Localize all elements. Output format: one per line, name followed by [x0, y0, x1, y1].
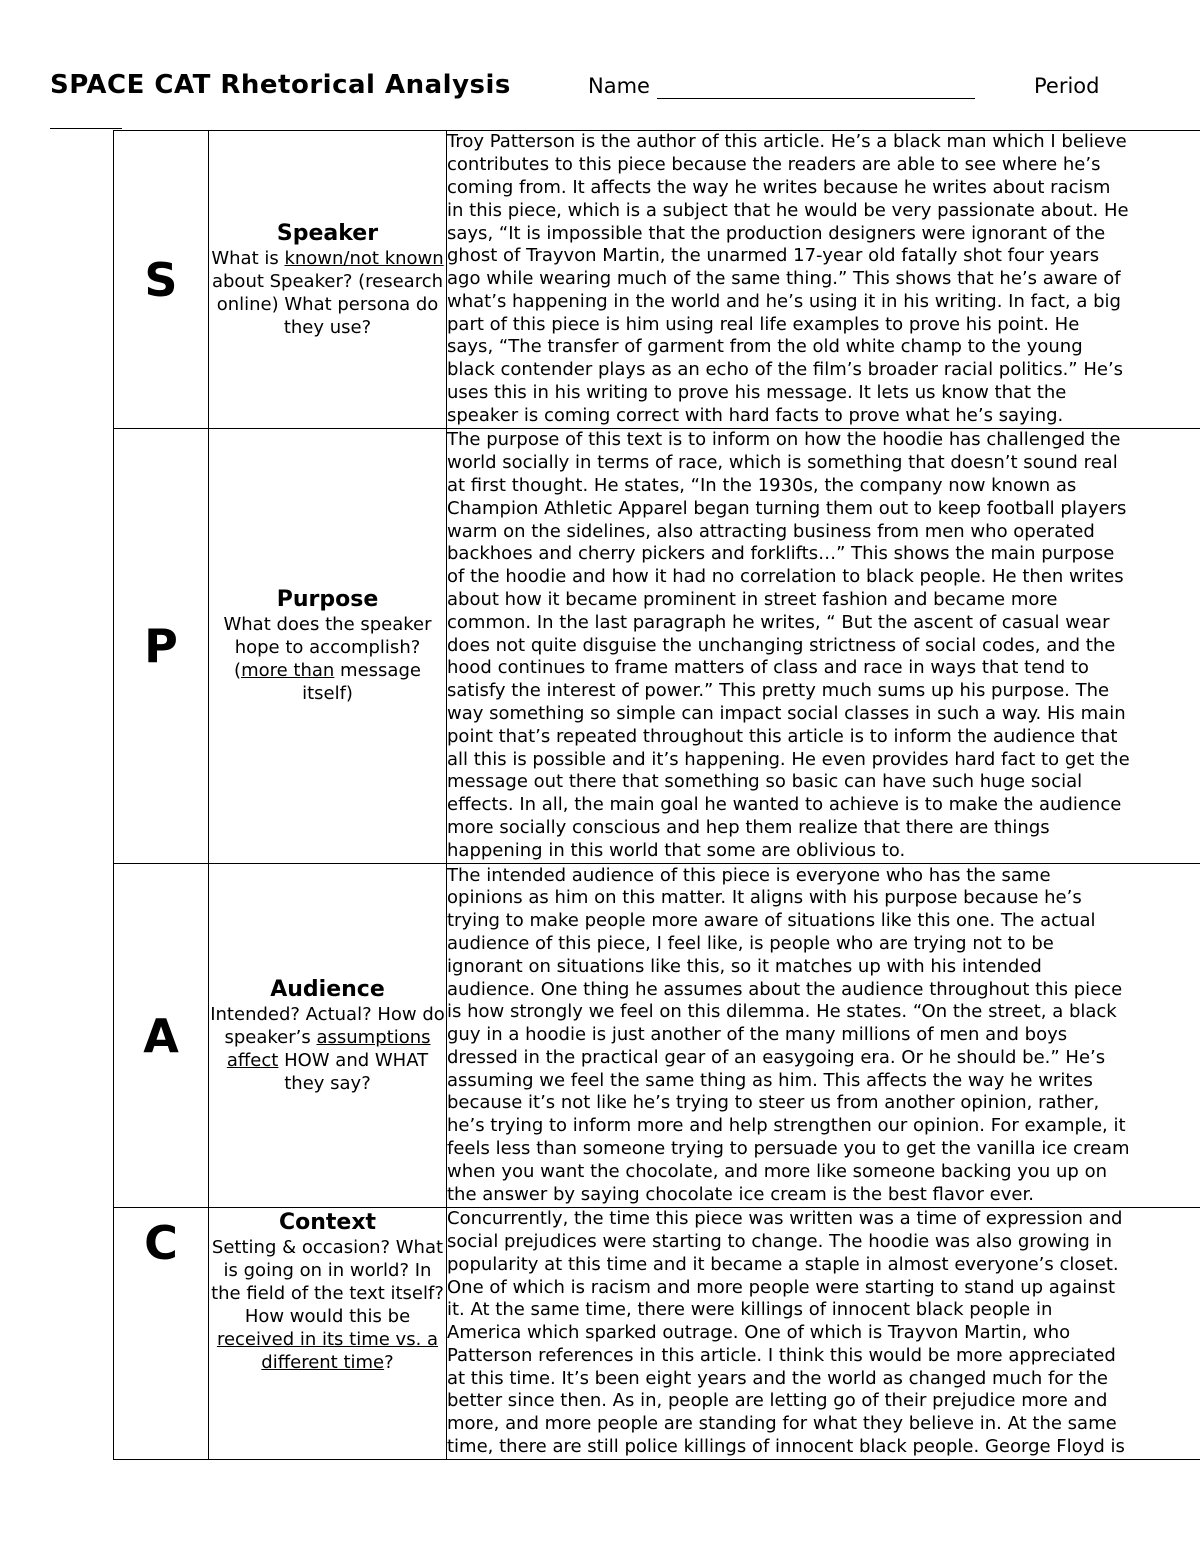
- audience-prompt: Intended? Actual? How do speaker’s assumptions affect HOW and WHAT they say?: [210, 1003, 445, 1094]
- speaker-prompt: What is known/not known about Speaker? (research online) What persona do they use?: [211, 247, 444, 338]
- purpose-label-cell: [209, 429, 447, 864]
- name-label: Name: [588, 74, 650, 98]
- row-purpose: [114, 429, 1200, 864]
- period-label: Period: [1034, 74, 1100, 98]
- speaker-response: Troy Patterson is the author of this article. He’s a black man which I believe contributes to this piece because the readers are able to see where he’s coming from. It affects the way he writes because he writes about racism in this piece, which is a subject that he would be very passionate about. He says, “It is impossible that the production designers were ignorant of the ghost of Trayvon Martin, the unarmed 17-year old fatally shot four years ago while wearing much of the same thing.” This shows that he’s aware of what’s happening in the world and he’s using it in his writing. In fact, a big part of this piece is him using real life examples to prove his point. He says, “The transfer of garment from the old white champ to the young black contender plays as an echo of the film’s broader racial politics.” He’s uses this in his writing to prove his message. It lets us know that the speaker is coming correct with hard facts to prove what he’s saying.: [447, 131, 1200, 429]
- letter-a: A: [114, 864, 209, 1208]
- audience-label-cell: [209, 864, 447, 1208]
- purpose-response: The purpose of this text is to inform on how the hoodie has challenged the world socially in terms of race, which is something that doesn’t sound real at first thought. He states, “In the 1930s, the company now known as Champion Athletic Apparel began turning them out to keep football players warm on the sidelines, also attracting business from men who operated backhoes and cherry pickers and forklifts…” This shows the main purpose of the hoodie and how it had no correlation to black people. He then writes about how it became prominent in street fashion and became more common. In the last paragraph he writes, “ But the ascent of casual wear does not quite disguise the unchanging strictness of social codes, and the hood continues to frame matters of class and race in ways that tend to satisfy the interest of power.” This pretty much sums up his purpose. The way something so simple can impact social classes in such a way. His main point that’s repeated throughout this article is to inform the audience that all this is possible and it’s happening. He even provides hard fact to get the message out there that something so basic can have such huge social effects. In all, the main goal he wanted to achieve is to make the audience more socially conscious and hep them realize that there are things happening in this world that some are oblivious to.: [447, 429, 1200, 864]
- letter-p: P: [114, 429, 209, 864]
- context-prompt: Setting & occasion? What is going on in world? In the field of the text itself? How would this be received in its time vs. a different time?: [211, 1237, 444, 1373]
- top-rule: [50, 128, 122, 129]
- page-header: [50, 70, 1200, 110]
- purpose-prompt: What does the speaker hope to accomplish? (more than message itself): [223, 614, 432, 704]
- row-speaker: [114, 131, 1200, 429]
- speaker-heading: Speaker: [276, 220, 379, 246]
- document-title: SPACE CAT Rhetorical Analysis: [50, 70, 511, 100]
- space-cat-table: [113, 130, 1200, 1460]
- audience-heading: Audience: [270, 976, 385, 1002]
- letter-s: S: [114, 131, 209, 429]
- row-audience: [114, 864, 1200, 1208]
- speaker-label-cell: [209, 131, 447, 429]
- letter-c: C: [114, 1208, 209, 1460]
- context-heading: Context: [278, 1210, 377, 1235]
- context-label-cell: [209, 1208, 447, 1460]
- row-context: [114, 1208, 1200, 1460]
- context-response: Concurrently, the time this piece was written was a time of expression and social prejudices were starting to change. The hoodie was also growing in popularity at this time and it became a staple in almost everyone’s closet. One of which is racism and more people were starting to stand up against it. At the same time, there were killings of innocent black people in America which sparked outrage. One of which is Trayvon Martin, who Patterson references in this article. I think this would be more appreciated at this time. It’s been eight years and the world as changed much for the better since then. As in, people are letting go of their prejudice more and more, and more people are standing for what they believe in. At the same time, there are still police killings of innocent black people. George Floyd is: [447, 1208, 1200, 1460]
- audience-response: The intended audience of this piece is everyone who has the same opinions as him on this matter. It aligns with his purpose because he’s trying to make people more aware of situations like this one. The actual audience of this piece, I feel like, is people who are trying not to be ignorant on situations like this, so it matches up with his intended audience. One thing he assumes about the audience throughout this piece is how strongly we feel on this dilemma. He states. “On the street, a black guy in a hoodie is just another of the many millions of men and boys dressed in the practical gear of an easygoing era. Or he should be.” He’s assuming we feel the same thing as him. This affects the way he writes because it’s not like he’s trying to steer us from another opinion, rather, he’s trying to inform more and help strengthen our opinion. For example, it feels less than someone trying to persuade you to get the vanilla ice cream when you want the chocolate, and more like someone backing you up on the answer by saying chocolate ice cream is the best flavor ever.: [447, 864, 1200, 1208]
- name-blank-line: [657, 98, 975, 99]
- purpose-heading: Purpose: [276, 587, 379, 612]
